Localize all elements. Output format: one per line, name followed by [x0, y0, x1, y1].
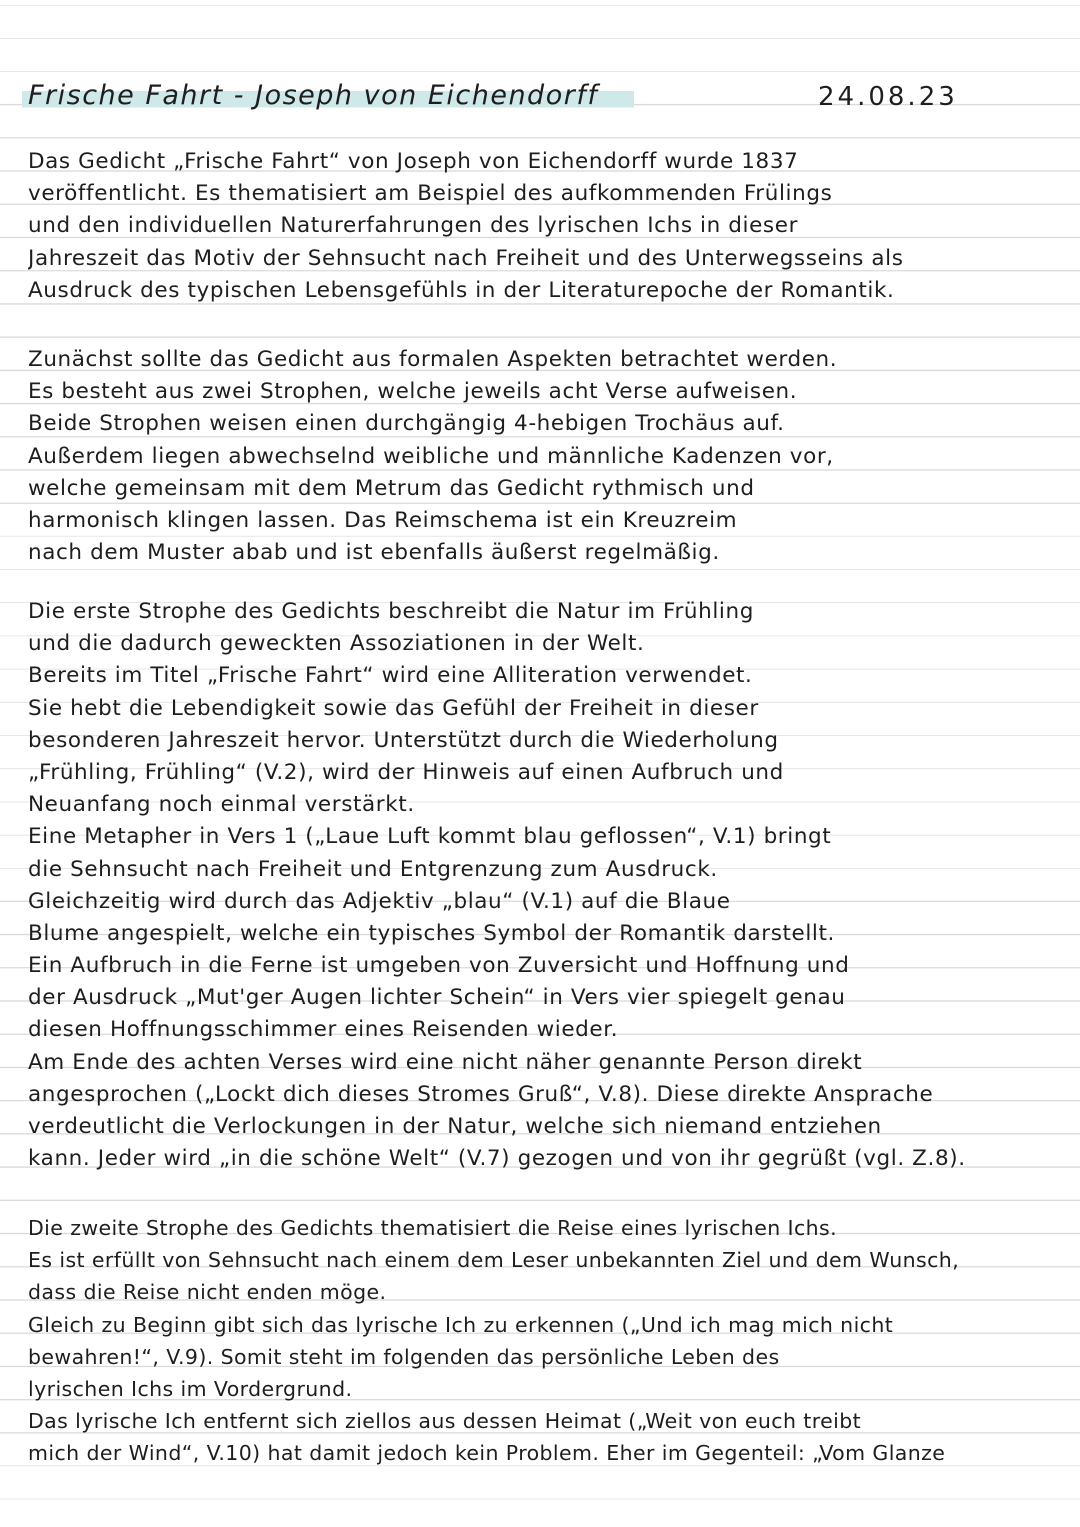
- text-line: Die erste Strophe des Gedichts beschreibt die Natur im Frühling: [28, 599, 754, 624]
- text-line: Eine Metapher in Vers 1 („Laue Luft kommt blau geflossen“, V.1) bringt: [28, 824, 832, 850]
- text-line: Bereits im Titel „Frische Fahrt“ wird eine Alliteration verwendet.: [28, 663, 753, 689]
- text-line: mich der Wind“, V.10) hat damit jedoch kein Problem. Eher im Gegenteil: „Vom Glanze: [28, 1441, 946, 1466]
- text-line: Das Gedicht „Frische Fahrt“ von Joseph von Eichendorff wurde 1837: [28, 149, 799, 174]
- paragraph-first-stanza: [28, 596, 1064, 1175]
- text-line: welche gemeinsam mit dem Metrum das Gedicht rythmisch und: [28, 475, 755, 501]
- text-line: Das lyrische Ich entfernt sich ziellos aus dessen Heimat („Weit von euch treibt: [28, 1409, 862, 1434]
- page-title: Frische Fahrt - Joseph von Eichendorff: [22, 80, 634, 111]
- text-line: verdeutlicht die Verlockungen in der Natur, welche sich niemand entziehen: [28, 1114, 882, 1139]
- text-line: Außerdem liegen abwechselnd weibliche und männliche Kadenzen vor,: [28, 443, 834, 469]
- text-line: diesen Hoffnungsschimmer eines Reisenden wieder.: [28, 1017, 619, 1043]
- text-line: dass die Reise nicht enden möge.: [28, 1280, 387, 1305]
- page-header: [0, 72, 1080, 112]
- text-line: und die dadurch geweckten Assoziationen in der Welt.: [28, 631, 645, 657]
- paragraph-second-stanza: [28, 1212, 1064, 1470]
- text-line: nach dem Muster abab und ist ebenfalls äußerst regelmäßig.: [28, 540, 720, 566]
- text-line: der Ausdruck „Mut'ger Augen lichter Schein“ in Vers vier spiegelt genau: [28, 985, 846, 1011]
- text-line: und den individuellen Naturerfahrungen des lyrischen Ichs in dieser: [28, 213, 799, 239]
- text-line: Beide Strophen weisen einen durchgängig 4-hebigen Trochäus auf.: [28, 411, 785, 437]
- paragraph-introduction: [28, 146, 1064, 307]
- text-line: Gleichzeitig wird durch das Adjektiv „blau“ (V.1) auf die Blaue: [28, 888, 731, 914]
- text-line: veröffentlicht. Es thematisiert am Beispiel des aufkommenden Frülings: [28, 181, 833, 207]
- text-line: Gleich zu Beginn gibt sich das lyrische Ich zu erkennen („Und ich mag mich nicht: [28, 1312, 894, 1337]
- text-line: „Frühling, Frühling“ (V.2), wird der Hinweis auf einen Aufbruch und: [28, 759, 784, 785]
- paragraph-formal-aspects: [28, 344, 1064, 569]
- text-line: Die zweite Strophe des Gedichts thematisiert die Reise eines lyrischen Ichs.: [28, 1216, 838, 1240]
- text-line: Neuanfang noch einmal verstärkt.: [28, 792, 415, 818]
- text-line: Ein Aufbruch in die Ferne ist umgeben von Zuversicht und Hoffnung und: [28, 953, 850, 979]
- text-line: lyrischen Ichs im Vordergrund.: [28, 1376, 353, 1401]
- text-line: Jahreszeit das Motiv der Sehnsucht nach Freiheit und des Unterwegsseins als: [28, 245, 904, 271]
- text-line: Am Ende des achten Verses wird eine nicht näher genannte Person direkt: [28, 1049, 863, 1075]
- page-date: 24.08.23: [818, 82, 958, 112]
- text-line: Es besteht aus zwei Strophen, welche jeweils acht Verse aufweisen.: [28, 379, 798, 405]
- text-line: bewahren!“, V.9). Somit steht im folgenden das persönliche Leben des: [28, 1344, 780, 1369]
- text-line: kann. Jeder wird „in die schöne Welt“ (V.7) gezogen und von ihr gegrüßt (vgl. Z.8).: [28, 1146, 966, 1172]
- text-line: harmonisch klingen lassen. Das Reimschema ist ein Kreuzreim: [28, 507, 738, 533]
- text-line: Sie hebt die Lebendigkeit sowie das Gefühl der Freiheit in dieser: [28, 695, 759, 721]
- text-line: Blume angespielt, welche ein typisches Symbol der Romantik darstellt.: [28, 920, 835, 946]
- text-line: besonderen Jahreszeit hervor. Unterstützt durch die Wiederholung: [28, 727, 779, 753]
- text-line: Es ist erfüllt von Sehnsucht nach einem dem Leser unbekannten Ziel und dem Wunsch,: [28, 1248, 960, 1273]
- text-line: Zunächst sollte das Gedicht aus formalen Aspekten betrachtet werden.: [28, 347, 838, 372]
- text-line: die Sehnsucht nach Freiheit und Entgrenzung zum Ausdruck.: [28, 856, 718, 882]
- text-line: angesprochen („Lockt dich dieses Stromes Gruß“, V.8). Diese direkte Ansprache: [28, 1081, 934, 1107]
- text-line: Ausdruck des typischen Lebensgefühls in der Literaturepoche der Romantik.: [28, 277, 895, 303]
